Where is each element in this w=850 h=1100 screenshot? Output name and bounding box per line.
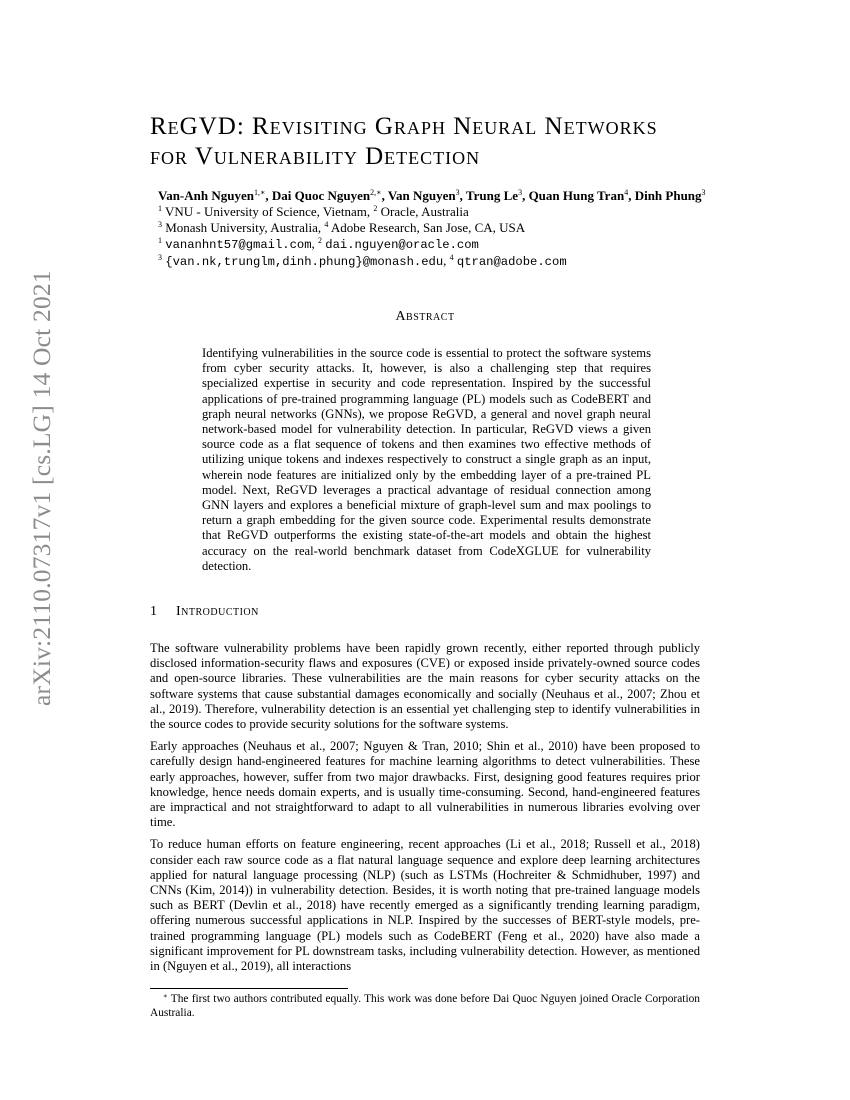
author-block — [158, 188, 798, 270]
affil-mark: 2 — [373, 204, 378, 213]
footnote-divider — [150, 988, 348, 989]
section-number: 1 — [150, 604, 158, 619]
author-names — [158, 188, 798, 204]
affil-mark: 4 — [324, 220, 329, 229]
section-heading — [150, 604, 259, 620]
affiliation-line-2 — [158, 220, 798, 236]
email-mark: 2 — [318, 236, 323, 245]
email-address: qtran@adobe.com — [456, 255, 567, 269]
affil-mark: 1 — [158, 204, 162, 213]
email-line-2: $^3$ {van.nk,trunglm,dinh.phung}@monash.edu, $^4$ qtran@adobe.com — [158, 253, 567, 269]
author-name: , Dai Quoc Nguyen — [265, 188, 371, 203]
arxiv-identifier: arXiv:2110.07317v1 [cs.LG] 14 Oct 2021 — [27, 270, 56, 706]
section-title: Introduction — [176, 604, 259, 619]
author-name: , Quan Hung Tran — [522, 188, 625, 203]
author-mark: 4 — [624, 188, 629, 197]
email-address: vananhnt57@gmail.com — [165, 238, 312, 252]
email-address: {van.nk,trunglm,dinh.phung}@monash.edu — [165, 255, 444, 269]
affiliation-line-1 — [158, 204, 798, 220]
paragraph: Early approaches (Neuhaus et al., 2007; Nguyen & Tran, 2010; Shin et al., 2010) have been proposed to carefully design hand-engineered features for machine learning algorithms to detect vulnerabilities. These early approaches, however, suffer from two major drawbacks. First, designing good features requires prior knowledge, hence needs domain experts, and is usually time-consuming. Second, hand-engineered features are impractical and not straightforward to adapt to all vulnerabilities in numerous libraries evolving over time. — [150, 739, 700, 830]
section-body — [150, 641, 700, 981]
email-mark: 1 — [158, 236, 162, 245]
author-name: , Trung Le — [459, 188, 519, 203]
email-mark: 3 — [158, 253, 162, 262]
title-line-2: for Vulnerability Detection — [150, 143, 481, 170]
affiliation: Monash University, Australia, — [162, 220, 325, 235]
footnote-text: The first two authors contributed equally. This work was done before Dai Quoc Nguyen joined Oracle Corporation Australia. — [150, 993, 700, 1019]
author-mark: 3 — [518, 188, 523, 197]
footnote — [150, 993, 700, 1021]
author-mark: 1,∗ — [253, 188, 266, 197]
paper-title — [150, 112, 750, 172]
author-mark: 2,∗ — [370, 188, 382, 197]
author-name: , Van Nguyen — [381, 188, 456, 203]
affil-mark: 3 — [158, 220, 162, 229]
author-mark: 3 — [455, 188, 460, 197]
paragraph: The software vulnerability problems have been rapidly grown recently, either reported through publicly disclosed information-security flaws and exposures (CVE) or exposed inside privately-owned source codes and open-source libraries. These vulnerabilities are the main reasons for cyber security attacks on the software systems that cause substantial damages economically and socially (Neuhaus et al., 2007; Zhou et al., 2019). Therefore, vulnerability detection is an essential yet challenging step to identify vulnerabilities in the source codes to provide security solutions for the software systems. — [150, 641, 700, 732]
author-name: Van-Anh Nguyen — [158, 188, 254, 203]
affiliation: VNU - University of Science, Vietnam, — [162, 204, 374, 219]
author-mark: 3 — [701, 188, 706, 197]
footnote-mark: ∗ — [163, 992, 168, 1000]
email-line-1: $^1$ vananhnt57@gmail.com, $^2$ dai.nguyen@oracle.com — [158, 236, 479, 252]
author-name: , Dinh Phung — [628, 188, 702, 203]
email-mark: 4 — [449, 253, 454, 262]
title-line-1: ReGVD: Revisiting Graph Neural Networks — [150, 113, 658, 140]
abstract-text: Identifying vulnerabilities in the source code is essential to protect the software systems from cyber security attacks. It, however, is also a challenging step that requires specialized expertise in security and code representation. Inspired by the successful applications of pre-trained programming language (PL) models such as CodeBERT and graph neural networks (GNNs), we propose ReGVD, a general and novel graph neural network-based model for vulnerability detection. In particular, ReGVD views a given source code as a flat sequence of tokens and then examines two effective methods of utilizing unique tokens and indexes respectively to construct a single graph as an input, wherein node features are initialized only by the embedding layer of a pre-trained PL model. Next, ReGVD leverages a practical advantage of residual connection among GNN layers and explores a beneficial mixture of graph-level sum and max poolings to return a graph embedding for the given source code. Experimental results demonstrate that ReGVD outperforms the existing state-of-the-art models and obtain the highest accuracy on the real-world benchmark dataset from CodeXGLUE for vulnerability detection. — [202, 346, 651, 573]
paragraph: To reduce human efforts on feature engineering, recent approaches (Li et al., 2018; Russell et al., 2018) consider each raw source code as a flat natural language sequence and explore deep learning architectures applied for natural language processing (NLP) (such as LSTMs (Hochreiter & Schmidhuber, 1997) and CNNs (Kim, 2014)) in vulnerability detection. Besides, it is worth noting that pre-trained language models such as BERT (Devlin et al., 2018) have recently emerged as a significantly trending learning paradigm, offering numerous successful applications in NLP. Inspired by the successes of BERT-style models, pre-trained programming language (PL) models such as CodeBERT (Feng et al., 2020) have also made a significant improvement for PL downstream tasks, including vulnerability detection. However, as mentioned in (Nguyen et al., 2019), all interactions — [150, 837, 700, 974]
affiliation: Adobe Research, San Jose, CA, USA — [328, 220, 526, 235]
abstract-heading: Abstract — [395, 309, 455, 324]
affiliation: Oracle, Australia — [377, 204, 469, 219]
email-address: dai.nguyen@oracle.com — [325, 238, 479, 252]
